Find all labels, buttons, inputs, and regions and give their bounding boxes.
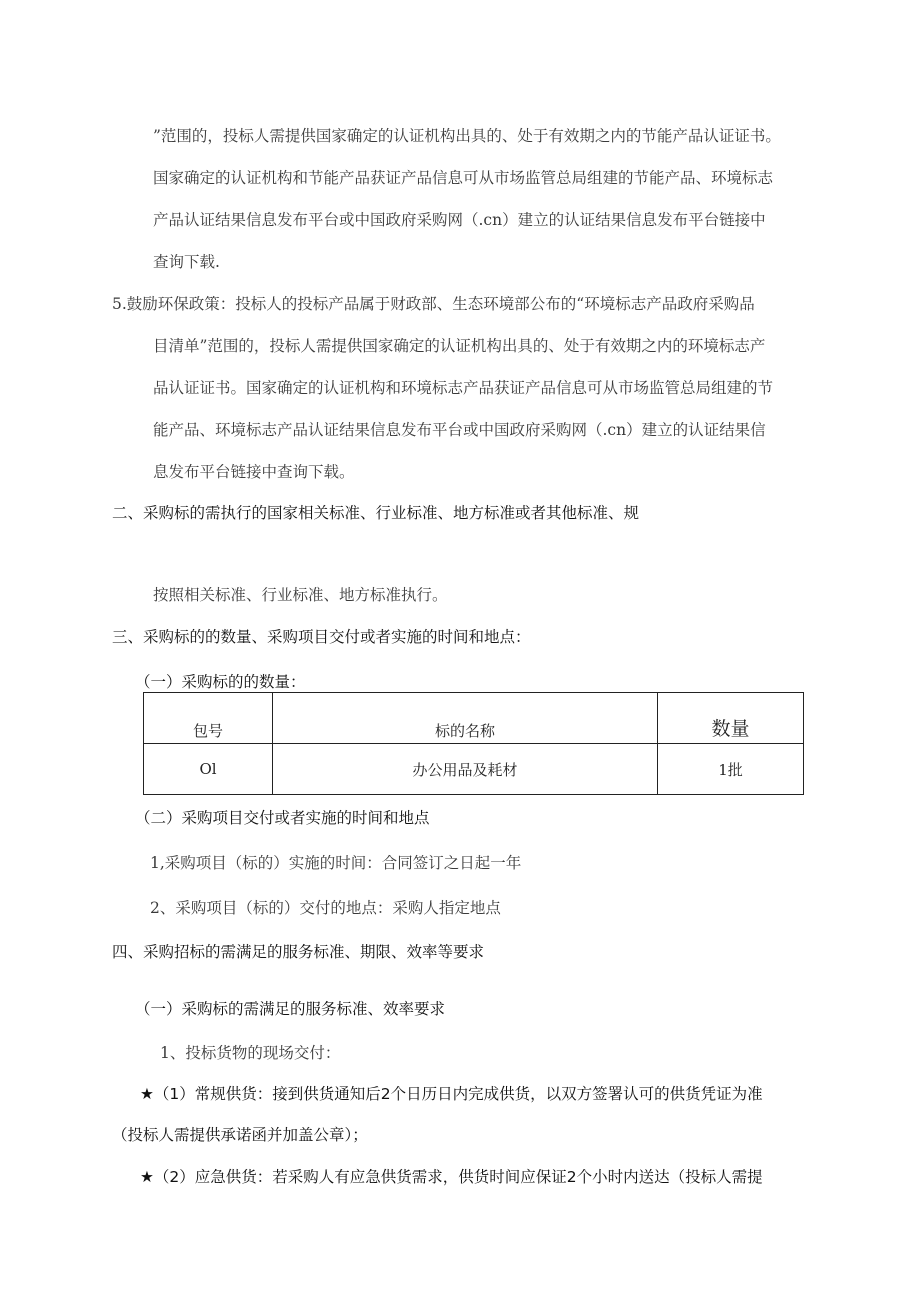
paragraph-line: 能产品、环境标志产品认证结果信息发布平台或中国政府采购网（.cn）建立的认证结果信 (153, 421, 766, 439)
cell-quantity: 1批 (658, 744, 804, 795)
list-item: 1,采购项目（标的）实施的时间：合同签订之日起一年 (150, 854, 522, 872)
table-header-row (144, 693, 804, 744)
starred-requirement-line: （投标人需提供承诺函并加盖公章）； (112, 1126, 368, 1144)
section-3-heading: 三、采购标的的数量、采购项目交付或者实施的时间和地点： (112, 628, 531, 646)
table-row (144, 744, 804, 795)
section-4-heading: 四、采购招标的需满足的服务标准、期限、效率等要求 (112, 943, 485, 961)
paragraph-line: ”范围的，投标人需提供国家确定的认证机构出具的、处于有效期之内的节能产品认证证书。 (153, 127, 781, 145)
subsection-service-standard-heading: （一）采购标的需满足的服务标准、效率要求 (135, 1000, 446, 1018)
header-quantity: 数量 (658, 693, 804, 744)
section-2-heading: 二、采购标的需执行的国家相关标准、行业标准、地方标准或者其他标准、规 (112, 504, 640, 522)
quantity-table (143, 692, 804, 795)
header-item-name: 标的名称 (273, 693, 658, 744)
paragraph-line: 5.鼓励环保政策：投标人的投标产品属于财政部、生态环境部公布的“环境标志产品政府采购品 (112, 295, 755, 313)
subsection-time-place-heading: （二）采购项目交付或者实施的时间和地点 (135, 809, 430, 827)
cell-item-name: 办公用品及耗材 (273, 744, 658, 795)
subsection-quantity-heading: （一）采购标的的数量： (135, 673, 306, 691)
starred-requirement-line: ★（2）应急供货：若采购人有应急供货需求，供货时间应保证2个小时内送达（投标人需提 (140, 1168, 763, 1186)
list-item: 2、采购项目（标的）交付的地点：采购人指定地点 (150, 899, 501, 917)
paragraph-line: 国家确定的认证机构和节能产品获证产品信息可从市场监管总局组建的节能产品、环境标志 (153, 169, 774, 187)
header-package-no: 包号 (144, 693, 273, 744)
paragraph-line: 息发布平台链接中查询下载。 (153, 463, 355, 481)
cell-package-no: Ol (144, 744, 273, 795)
list-item: 1、投标货物的现场交付： (160, 1044, 341, 1062)
paragraph-line: 产品认证结果信息发布平台或中国政府采购网（.cn）建立的认证结果信息发布平台链接中 (153, 211, 766, 229)
section-2-body: 按照相关标准、行业标准、地方标准执行。 (153, 586, 448, 604)
paragraph-line: 查询下载. (153, 253, 220, 271)
starred-requirement-line: ★（1）常规供货：接到供货通知后2个日历日内完成供货，以双方签署认可的供货凭证为准 (140, 1085, 763, 1103)
paragraph-line: 目清单”范围的，投标人需提供国家确定的认证机构出具的、处于有效期之内的环境标志产 (153, 337, 766, 355)
paragraph-line: 品认证证书。国家确定的认证机构和环境标志产品获证产品信息可从市场监管总局组建的节 (153, 379, 774, 397)
